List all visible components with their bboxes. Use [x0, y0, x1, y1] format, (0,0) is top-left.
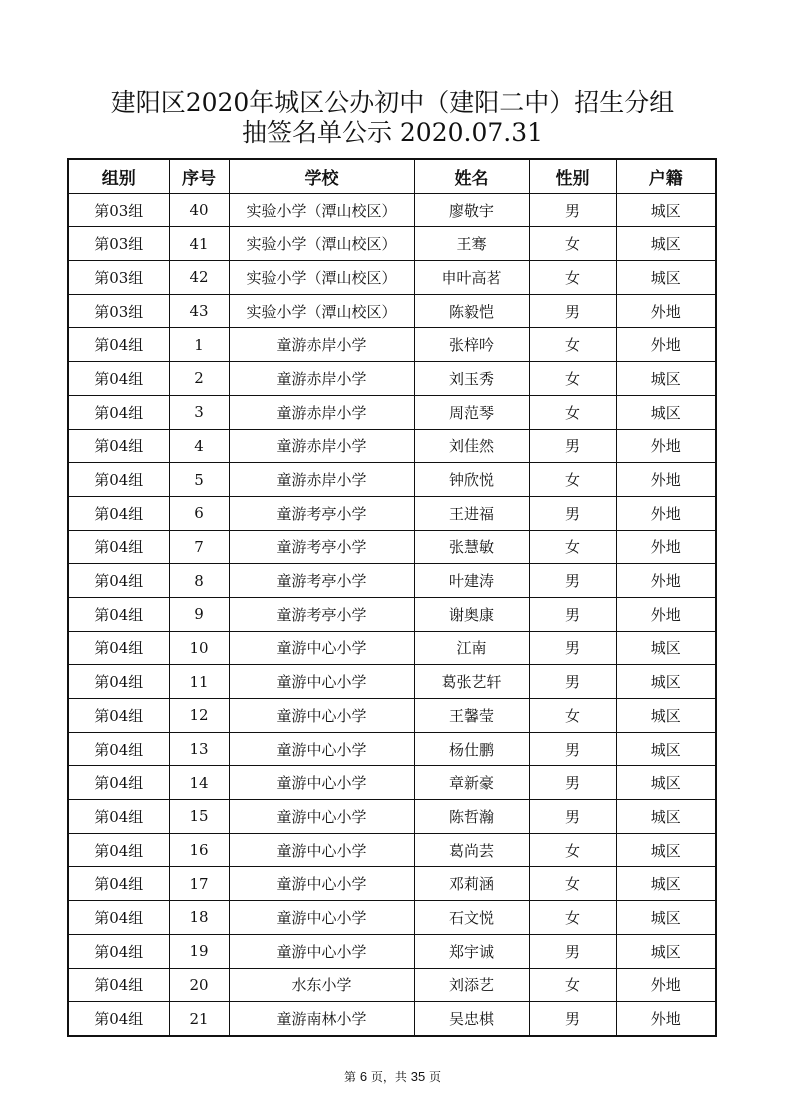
cell-residence: 城区 [616, 800, 716, 834]
cell-index: 43 [169, 294, 229, 328]
cell-school: 童游南林小学 [229, 1002, 414, 1036]
cell-name: 郑宇诚 [414, 934, 529, 968]
cell-residence: 城区 [616, 901, 716, 935]
roster-table [67, 158, 717, 1037]
footer-total-pages: 35 [410, 1069, 426, 1084]
table-row [68, 193, 716, 227]
table-row [68, 699, 716, 733]
cell-index: 12 [169, 699, 229, 733]
cell-index: 1 [169, 328, 229, 362]
cell-name: 王进福 [414, 496, 529, 530]
table-row [68, 631, 716, 665]
cell-name: 石文悦 [414, 901, 529, 935]
cell-residence: 外地 [616, 463, 716, 497]
table-row [68, 564, 716, 598]
cell-index: 5 [169, 463, 229, 497]
cell-school: 童游赤岸小学 [229, 362, 414, 396]
cell-school: 童游中心小学 [229, 766, 414, 800]
cell-gender: 男 [529, 294, 616, 328]
cell-school: 童游中心小学 [229, 867, 414, 901]
cell-group: 第03组 [68, 193, 169, 227]
cell-residence: 城区 [616, 833, 716, 867]
cell-residence: 外地 [616, 328, 716, 362]
cell-school: 童游中心小学 [229, 631, 414, 665]
cell-gender: 女 [529, 261, 616, 295]
table-header [68, 159, 716, 193]
cell-gender: 男 [529, 564, 616, 598]
cell-residence: 城区 [616, 934, 716, 968]
cell-name: 陈哲瀚 [414, 800, 529, 834]
footer-suffix: 页 [429, 1070, 442, 1084]
cell-residence: 城区 [616, 261, 716, 295]
table-body [68, 193, 716, 1036]
cell-name: 刘玉秀 [414, 362, 529, 396]
cell-residence: 外地 [616, 564, 716, 598]
cell-gender: 男 [529, 800, 616, 834]
cell-residence: 外地 [616, 530, 716, 564]
cell-name: 陈毅恺 [414, 294, 529, 328]
page-footer [0, 1068, 785, 1085]
footer-page-number: 6 [359, 1069, 368, 1084]
cell-group: 第04组 [68, 362, 169, 396]
cell-gender: 女 [529, 362, 616, 396]
cell-residence: 城区 [616, 227, 716, 261]
cell-school: 童游赤岸小学 [229, 328, 414, 362]
cell-group: 第04组 [68, 699, 169, 733]
cell-group: 第04组 [68, 968, 169, 1002]
table-row [68, 665, 716, 699]
cell-gender: 男 [529, 597, 616, 631]
cell-gender: 男 [529, 193, 616, 227]
cell-index: 6 [169, 496, 229, 530]
cell-group: 第04组 [68, 800, 169, 834]
cell-school: 童游中心小学 [229, 800, 414, 834]
cell-school: 水东小学 [229, 968, 414, 1002]
cell-group: 第04组 [68, 530, 169, 564]
cell-name: 章新豪 [414, 766, 529, 800]
cell-school: 童游中心小学 [229, 901, 414, 935]
cell-gender: 男 [529, 934, 616, 968]
cell-residence: 城区 [616, 867, 716, 901]
table-row [68, 429, 716, 463]
cell-group: 第04组 [68, 395, 169, 429]
table-row [68, 496, 716, 530]
cell-gender: 男 [529, 665, 616, 699]
cell-name: 杨仕鹏 [414, 732, 529, 766]
cell-school: 实验小学（潭山校区） [229, 193, 414, 227]
cell-gender: 女 [529, 699, 616, 733]
cell-gender: 男 [529, 631, 616, 665]
cell-index: 11 [169, 665, 229, 699]
cell-group: 第03组 [68, 294, 169, 328]
cell-group: 第04组 [68, 665, 169, 699]
table-row [68, 597, 716, 631]
cell-index: 41 [169, 227, 229, 261]
cell-name: 邓莉涵 [414, 867, 529, 901]
cell-school: 童游考亭小学 [229, 564, 414, 598]
cell-group: 第04组 [68, 597, 169, 631]
cell-gender: 女 [529, 833, 616, 867]
cell-residence: 城区 [616, 665, 716, 699]
cell-gender: 女 [529, 227, 616, 261]
cell-name: 葛张艺轩 [414, 665, 529, 699]
cell-gender: 女 [529, 463, 616, 497]
cell-name: 刘佳然 [414, 429, 529, 463]
cell-index: 8 [169, 564, 229, 598]
cell-group: 第04组 [68, 833, 169, 867]
table-row [68, 463, 716, 497]
cell-residence: 城区 [616, 395, 716, 429]
footer-middle: 页，共 [370, 1070, 407, 1084]
cell-group: 第04组 [68, 496, 169, 530]
header-name: 姓名 [414, 159, 529, 193]
cell-residence: 城区 [616, 699, 716, 733]
header-school: 学校 [229, 159, 414, 193]
cell-residence: 外地 [616, 294, 716, 328]
document-title-line2: 抽签名单公示 2020.07.31 [241, 118, 544, 147]
cell-group: 第03组 [68, 227, 169, 261]
table-row [68, 800, 716, 834]
table-row [68, 968, 716, 1002]
cell-school: 童游中心小学 [229, 665, 414, 699]
table-row [68, 328, 716, 362]
cell-gender: 女 [529, 530, 616, 564]
cell-group: 第04组 [68, 867, 169, 901]
cell-index: 20 [169, 968, 229, 1002]
cell-gender: 男 [529, 766, 616, 800]
cell-index: 3 [169, 395, 229, 429]
table-row [68, 732, 716, 766]
cell-group: 第04组 [68, 732, 169, 766]
cell-school: 童游考亭小学 [229, 597, 414, 631]
header-index: 序号 [169, 159, 229, 193]
cell-gender: 女 [529, 968, 616, 1002]
cell-name: 钟欣悦 [414, 463, 529, 497]
cell-gender: 男 [529, 496, 616, 530]
cell-group: 第04组 [68, 564, 169, 598]
cell-school: 童游中心小学 [229, 934, 414, 968]
cell-school: 童游赤岸小学 [229, 429, 414, 463]
cell-school: 童游考亭小学 [229, 496, 414, 530]
cell-residence: 城区 [616, 732, 716, 766]
cell-index: 42 [169, 261, 229, 295]
header-residence: 户籍 [616, 159, 716, 193]
cell-school: 童游中心小学 [229, 699, 414, 733]
table-row [68, 833, 716, 867]
cell-index: 10 [169, 631, 229, 665]
cell-group: 第04组 [68, 429, 169, 463]
cell-name: 叶建涛 [414, 564, 529, 598]
cell-name: 廖敬宇 [414, 193, 529, 227]
cell-index: 17 [169, 867, 229, 901]
cell-gender: 男 [529, 429, 616, 463]
cell-gender: 男 [529, 732, 616, 766]
cell-name: 申叶高茗 [414, 261, 529, 295]
cell-group: 第03组 [68, 261, 169, 295]
cell-school: 童游中心小学 [229, 732, 414, 766]
cell-index: 14 [169, 766, 229, 800]
cell-residence: 外地 [616, 1002, 716, 1036]
cell-index: 40 [169, 193, 229, 227]
table-row [68, 934, 716, 968]
cell-group: 第04组 [68, 1002, 169, 1036]
table-row [68, 227, 716, 261]
cell-residence: 外地 [616, 597, 716, 631]
cell-name: 张梓吟 [414, 328, 529, 362]
cell-index: 19 [169, 934, 229, 968]
table-row [68, 362, 716, 396]
cell-group: 第04组 [68, 934, 169, 968]
table-row [68, 766, 716, 800]
cell-name: 吴忠棋 [414, 1002, 529, 1036]
cell-group: 第04组 [68, 328, 169, 362]
cell-gender: 女 [529, 328, 616, 362]
header-gender: 性别 [529, 159, 616, 193]
cell-school: 实验小学（潭山校区） [229, 227, 414, 261]
header-row [68, 159, 716, 193]
cell-school: 童游赤岸小学 [229, 463, 414, 497]
cell-residence: 城区 [616, 362, 716, 396]
table-row [68, 395, 716, 429]
cell-school: 实验小学（潭山校区） [229, 261, 414, 295]
cell-group: 第04组 [68, 631, 169, 665]
document-title-line1: 建阳区2020年城区公办初中（建阳二中）招生分组 [110, 88, 675, 117]
cell-name: 葛尚芸 [414, 833, 529, 867]
cell-residence: 外地 [616, 968, 716, 1002]
cell-residence: 外地 [616, 429, 716, 463]
footer-prefix: 第 [343, 1070, 356, 1084]
table-row [68, 530, 716, 564]
cell-index: 13 [169, 732, 229, 766]
cell-group: 第04组 [68, 766, 169, 800]
table-row [68, 901, 716, 935]
cell-residence: 城区 [616, 766, 716, 800]
cell-school: 童游考亭小学 [229, 530, 414, 564]
cell-name: 谢奥康 [414, 597, 529, 631]
cell-name: 张慧敏 [414, 530, 529, 564]
cell-group: 第04组 [68, 463, 169, 497]
table-row [68, 294, 716, 328]
cell-name: 刘添艺 [414, 968, 529, 1002]
cell-index: 2 [169, 362, 229, 396]
cell-name: 王骞 [414, 227, 529, 261]
cell-index: 18 [169, 901, 229, 935]
cell-residence: 城区 [616, 631, 716, 665]
cell-name: 江南 [414, 631, 529, 665]
cell-index: 16 [169, 833, 229, 867]
cell-index: 15 [169, 800, 229, 834]
cell-index: 7 [169, 530, 229, 564]
cell-index: 4 [169, 429, 229, 463]
cell-name: 王馨莹 [414, 699, 529, 733]
cell-gender: 男 [529, 1002, 616, 1036]
cell-gender: 女 [529, 395, 616, 429]
cell-school: 童游中心小学 [229, 833, 414, 867]
table-row [68, 1002, 716, 1036]
cell-residence: 外地 [616, 496, 716, 530]
cell-index: 9 [169, 597, 229, 631]
cell-school: 童游赤岸小学 [229, 395, 414, 429]
header-group: 组别 [68, 159, 169, 193]
cell-gender: 女 [529, 867, 616, 901]
cell-group: 第04组 [68, 901, 169, 935]
cell-gender: 女 [529, 901, 616, 935]
table-row [68, 261, 716, 295]
cell-index: 21 [169, 1002, 229, 1036]
cell-school: 实验小学（潭山校区） [229, 294, 414, 328]
cell-name: 周范琴 [414, 395, 529, 429]
cell-residence: 城区 [616, 193, 716, 227]
table-row [68, 867, 716, 901]
